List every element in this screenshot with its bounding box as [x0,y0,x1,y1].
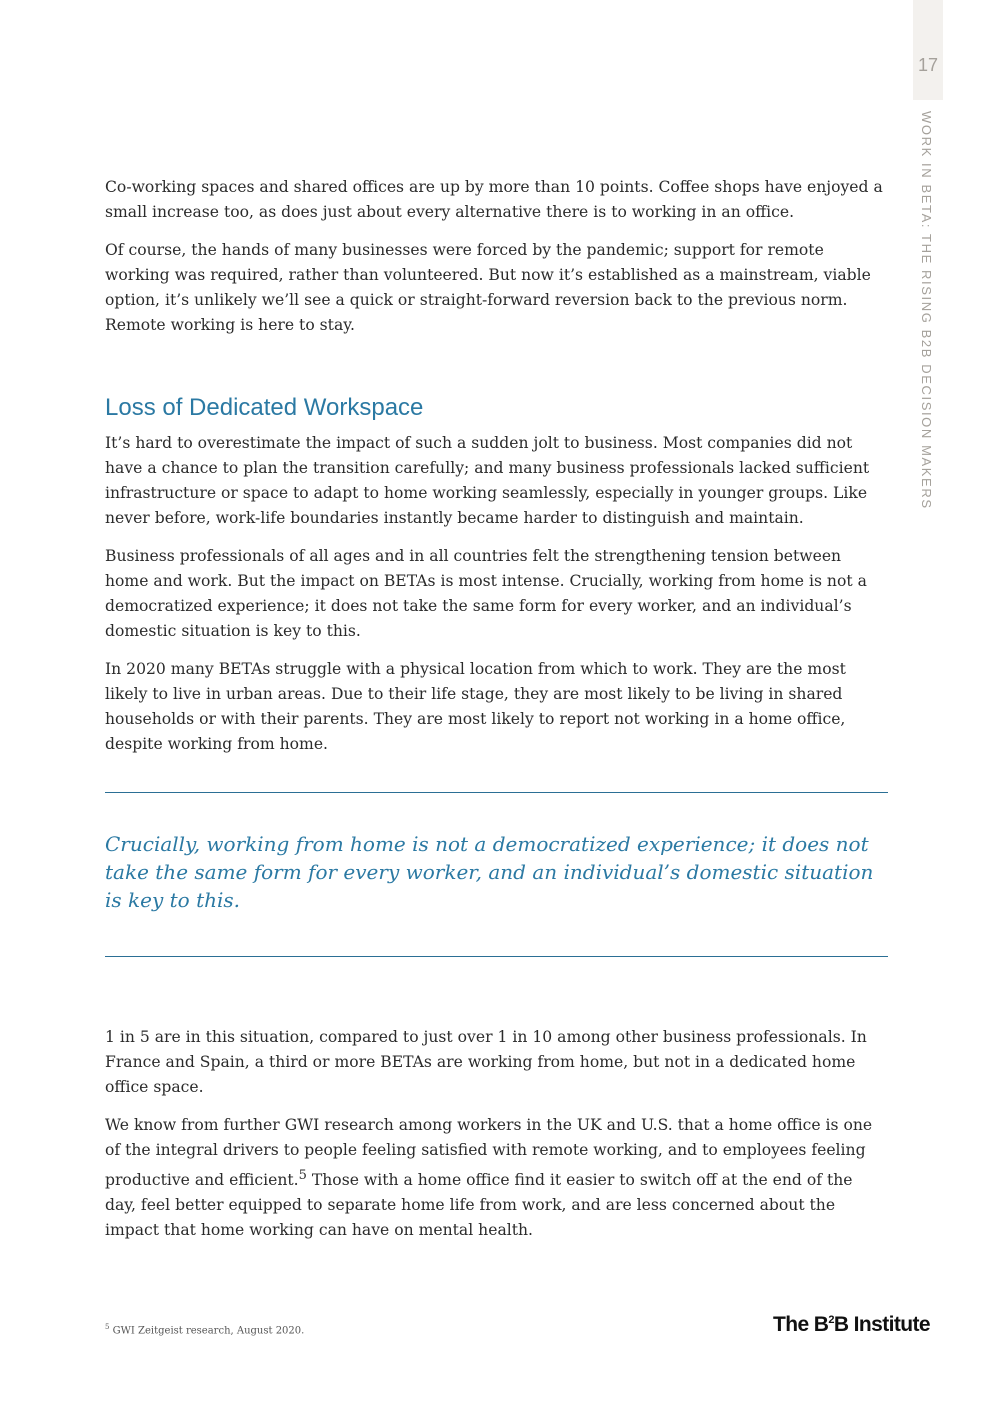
logo-superscript: 2 [828,1314,834,1326]
section-paragraph-2: Business professionals of all ages and in all countries felt the strengthening tension between home and work. But the impact on BETAs is most intense. Crucially, working from home is not a democratized experience; it does not take the same form for every worker, and an individual’s domestic situation is key to this. [105,547,867,640]
workspace-section [105,431,888,770]
pull-quote: Crucially, working from home is not a democratized experience; it does not take the same form for every worker, and an individual’s domestic situation is key to this. [105,832,874,912]
quote-divider-bottom [105,956,888,957]
logo-prefix: The B [773,1313,829,1336]
intro-paragraph-1: Co-working spaces and shared offices are up by more than 10 points. Coffee shops have enjoyed a small increase too, as does just about every alternative there is to working in an office. [105,178,883,221]
page-number: 17 [917,55,939,75]
running-title: WORK IN BETA: THE RISING B2B DECISION MAKERS [919,111,934,510]
section-heading: Loss of Dedicated Workspace [105,394,424,421]
footnote-marker: 5 [105,1323,110,1331]
intro-section [105,175,888,351]
footnote [105,1323,304,1336]
closing-paragraph-2-text-b: Those with a home office find it easier to switch off at the end of the day, feel better equipped to separate home life from work, and are less concerned about the impact that home working can have on mental health. [105,1171,853,1240]
section-paragraph-3: In 2020 many BETAs struggle with a physical location from which to work. They are the most likely to live in urban areas. Due to their life stage, they are most likely to be living in shared households or with their parents. They are most likely to report not working in a home office, despite working from home. [105,660,846,753]
section-paragraph-1: It’s hard to overestimate the impact of such a sudden jolt to business. Most companies did not have a chance to plan the transition carefully; and many business professionals lacked sufficient infrastructure or space to adapt to home working seamlessly, especially in younger groups. Like never before, work-life boundaries instantly became harder to distinguish and maintain. [105,434,870,527]
logo-suffix: B Institute [833,1313,930,1336]
footnote-text: GWI Zeitgeist research, August 2020. [109,1325,305,1337]
quote-divider-top [105,792,888,793]
intro-paragraph-2: Of course, the hands of many businesses were forced by the pandemic; support for remote working was required, rather than volunteered. But now it’s established as a mainstream, viable option, it’s unlikely we’ll see a quick or straight-forward reversion back to the previous norm. Remote working is here to stay. [105,241,871,334]
closing-section [105,1025,888,1256]
closing-paragraph-1: 1 in 5 are in this situation, compared to just over 1 in 10 among other business professionals. In France and Spain, a third or more BETAs are working from home, but not in a dedicated home office space. [105,1028,867,1096]
closing-paragraph-2 [105,1113,888,1243]
b2b-institute-logo [773,1313,930,1337]
footnote-reference: 5 [298,1168,307,1183]
page-tab [913,0,943,100]
closing-paragraph-2-text-a: We know from further GWI research among workers in the UK and U.S. that a home office is one of the integral drivers to people feeling satisfied with remote working, and to employees feeling productive and efficient. [105,1116,873,1190]
